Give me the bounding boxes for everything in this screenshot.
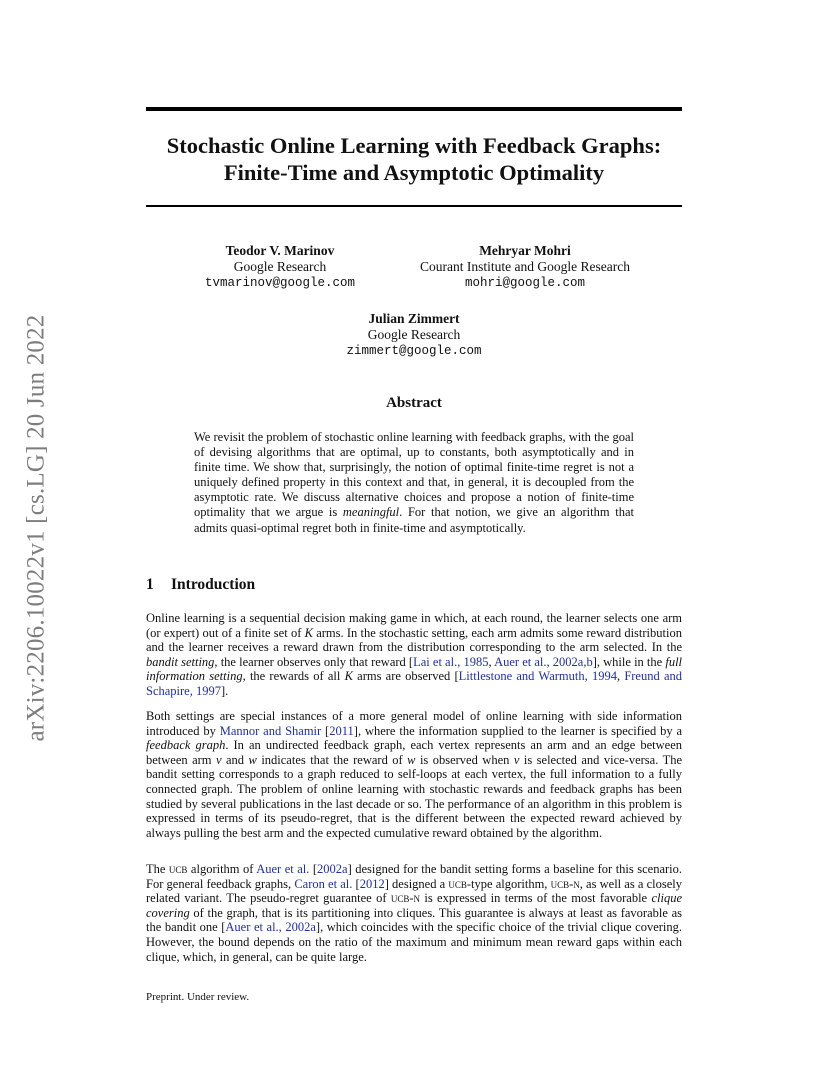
abstract-emphasis: meaningful (342, 505, 400, 520)
algorithm-name: ucb-n (390, 891, 421, 906)
footer-note: Preprint. Under review. (146, 991, 250, 1003)
text-run: arms. In the stochastic setting, each arm admits some reward distribution and the learner receives a reward drawn from the distribution corresponding to the arm selected. In the (146, 625, 682, 655)
text-run: ], which coincides with the specific choice of the trivial clique covering. However, the bound depends on the ratio of the maximum and minimum mean reward gaps within each clique, which, in general, can be quite large. (146, 920, 683, 964)
author-block-marinov (180, 243, 380, 291)
author-name: Mehryar Mohri (479, 243, 571, 258)
text-run: ], where the information supplied to the learner is specified by a (353, 723, 682, 738)
math-symbol: v (215, 752, 222, 767)
text-run: arms are observed [ (352, 669, 459, 684)
text-run: and (221, 752, 249, 767)
citation-link[interactable]: 2011 (329, 723, 354, 738)
algorithm-name: ucb (448, 876, 467, 891)
text-run: [ (321, 723, 330, 738)
arxiv-sidebar-stamp (14, 292, 58, 764)
author-block-mohri (405, 243, 645, 291)
emphasis: bandit setting (146, 654, 215, 669)
citation-link[interactable]: Auer et al., 2002a,b (494, 654, 593, 669)
author-name: Teodor V. Marinov (225, 243, 335, 258)
section-title: Introduction (171, 576, 256, 593)
text-run: -type algorithm, (466, 876, 551, 891)
citation-link[interactable]: Auer et al., 2002a (225, 920, 316, 935)
paper-title (146, 132, 682, 186)
citation-link[interactable]: Mannor and Shamir (219, 723, 322, 738)
author-affiliation: Google Research (367, 327, 461, 342)
text-run: , (616, 669, 625, 684)
title-top-rule (146, 107, 682, 111)
emphasis: clique covering (146, 891, 682, 920)
text-run: ], while in the (592, 654, 666, 669)
author-affiliation: Google Research (233, 259, 327, 274)
algorithm-name: ucb-n (550, 876, 580, 891)
emphasis: full information setting (146, 654, 683, 684)
author-block-zimmert (314, 311, 514, 359)
text-run: [ (309, 862, 318, 876)
text-run: is expressed in terms of the most favorable (420, 891, 652, 906)
abstract-text: . For that notion, we give an algorithm that admits quasi-optimal regret both in finite-time and asymptotically. (194, 505, 635, 535)
text-run: , (488, 654, 495, 669)
text-run: ] designed for the bandit setting forms a baseline for this scenario. For general feedback graphs, (146, 862, 683, 891)
math-symbol: K (304, 625, 313, 640)
math-symbol: K (344, 669, 353, 684)
intro-paragraph-3 (146, 862, 682, 964)
arxiv-identifier: arXiv:2206.10022v1 [cs.LG] 20 Jun 2022 (22, 314, 49, 742)
section-number: 1 (146, 576, 154, 593)
text-run: , as well as a closely related variant. The pseudo-regret guarantee of (146, 876, 682, 906)
text-run: is observed when (415, 752, 514, 767)
citation-link[interactable]: Auer et al. (256, 862, 310, 876)
citation-link[interactable]: Lai et al., 1985 (413, 654, 489, 669)
text-run: . In an undirected feedback graph, each vertex represents an arm and an edge between between arm (146, 738, 682, 767)
emphasis: feedback graph (146, 738, 226, 753)
text-run: , the rewards of all (242, 669, 345, 684)
title-bottom-rule (146, 205, 682, 207)
math-symbol: w (407, 752, 416, 767)
algorithm-name: ucb (168, 862, 188, 876)
text-run: indicates that the reward of (256, 752, 408, 767)
author-affiliation: Courant Institute and Google Research (420, 259, 630, 274)
abstract-text: We revisit the problem of stochastic online learning with feedback graphs, with the goal of devising algorithms that are optimal, up to constants, both asymptotically and in finite time. We show that, surprisingly, the notion of optimal finite-time regret is not a uniquely defined property in this context and that, in general, it is decoupled from the asymptotic rate. We discuss alternative choices and propose a notion of finite-time optimality that we argue is (194, 430, 634, 520)
author-email: tvmarinov@google.com (204, 276, 356, 290)
title-line-1: Stochastic Online Learning with Feedback Graphs: (166, 133, 662, 158)
text-run: [ (352, 876, 360, 891)
author-email: zimmert@google.com (346, 344, 482, 358)
math-symbol: w (248, 752, 257, 767)
intro-paragraph-2 (146, 709, 682, 840)
intro-paragraph-1 (146, 611, 682, 699)
text-run: algorithm of (187, 862, 257, 876)
author-email: mohri@google.com (464, 276, 586, 290)
title-line-2: Finite-Time and Asymptotic Optimality (223, 160, 605, 185)
text-run: Both settings are special instances of a more general model of online learning with side information introduced by (146, 709, 682, 738)
abstract-heading: Abstract (386, 395, 442, 411)
citation-link[interactable]: Freund and Schapire, 1997 (146, 669, 682, 698)
text-run: of the graph, that is its partitioning into cliques. This guarantee is always at least as favorable as the bandit one [ (146, 905, 682, 935)
author-name: Julian Zimmert (368, 311, 460, 326)
text-run: The (146, 862, 169, 876)
text-run: is selected and vice-versa. The bandit setting corresponds to a graph reduced to self-loops at each vertex, the full information to a fully connected graph. The problem of online learning with stochastic rewards and feedback graphs has been studied by several publications in the last decade or so. The performance of an algorithm in this problem is expressed in terms of its pseudo-regret, that is the different between the expected reward achieved by always pulling the best arm and the expected cumulative reward obtained by the algorithm. (146, 752, 682, 840)
text-run: , the learner observes only that reward [ (214, 654, 414, 669)
citation-link[interactable]: 2012 (359, 876, 385, 891)
citation-link[interactable]: 2002a (317, 862, 348, 876)
text-run: ] designed a (384, 876, 449, 891)
math-symbol: v (513, 752, 520, 767)
citation-link[interactable]: Caron et al. (294, 876, 353, 891)
abstract-body (194, 430, 634, 536)
citation-link[interactable]: Littlestone and Warmuth, 1994 (458, 669, 617, 684)
text-run: ]. (220, 683, 229, 698)
section-heading-introduction (146, 576, 255, 594)
text-run: Online learning is a sequential decision making game in which, at each round, the learner selects one arm (or expert) out of a finite set of (146, 611, 682, 640)
